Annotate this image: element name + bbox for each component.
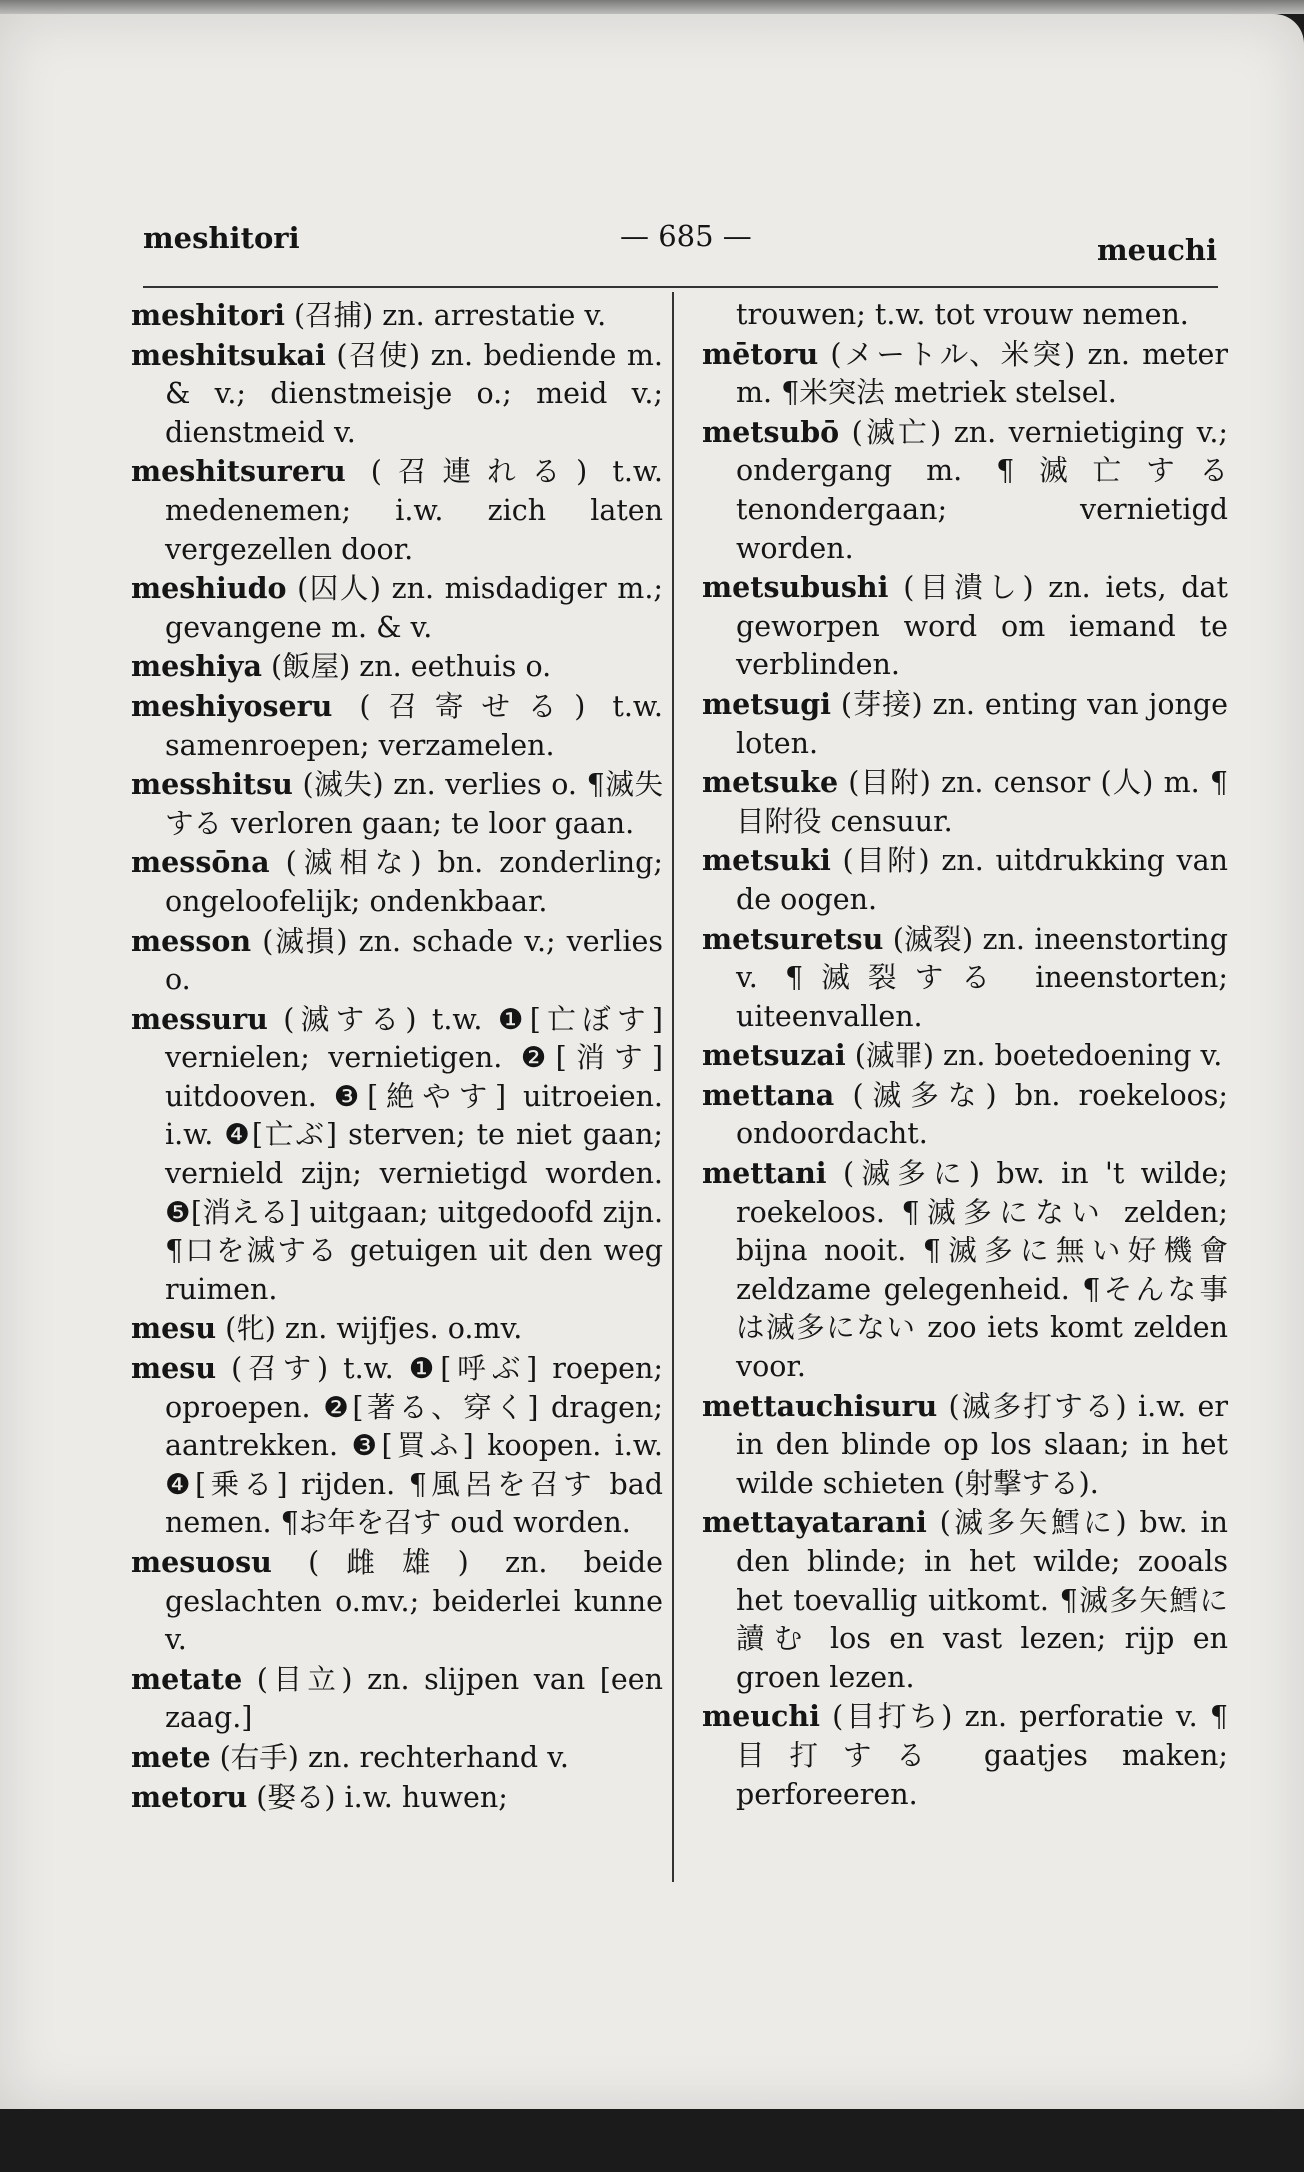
headword: mettani xyxy=(702,1156,827,1191)
dictionary-entry: metsubō (滅亡) zn. vernietiging v.; ondergang m. ¶滅亡する tenondergaan; vernietigd worden. xyxy=(702,414,1228,565)
dictionary-entry: messuru (滅する) t.w. ❶[亡ぼす] vernielen; vernietigen. ❷[消す] uitdooven. ❸[絶やす] uitroeien. i.w. ❹[亡ぶ] sterven; te niet gaan; vernield zijn; vernietigd worden. ❺[消える] uitgaan; uitgedoofd zijn. ¶口を滅する getuigen uit den weg ruimen. xyxy=(131,1001,663,1306)
dictionary-entry: metsugi (芽接) zn. enting van jonge loten. xyxy=(702,686,1228,760)
page-top-edge xyxy=(0,0,1304,14)
headword: meshiyoseru xyxy=(131,688,333,723)
dictionary-entry: meshiudo (囚人) zn. misdadiger m.; gevangene m. & v. xyxy=(131,571,663,644)
headword: meshitori xyxy=(131,298,285,332)
dictionary-entry: meshitori (召捕) zn. arrestatie v. xyxy=(131,298,607,332)
dictionary-entry: metate (目立) zn. slijpen van [een zaag.] xyxy=(131,1661,663,1735)
left-column xyxy=(131,296,663,1817)
headword: metoru xyxy=(131,1779,248,1814)
dictionary-entry: messhitsu (滅失) zn. verlies o. ¶滅失する verloren gaan; te loor gaan. xyxy=(131,767,663,840)
dictionary-entry: meshitsukai (召使) zn. bediende m. & v.; dienstmeisje o.; meid v.; dienstmeid v. xyxy=(131,337,663,449)
right-column xyxy=(702,296,1228,1814)
dictionary-entry: meshiyoseru (召寄せる) t.w. samenroepen; verzamelen. xyxy=(131,688,663,762)
dictionary-entry: metsuke (目附) zn. censor (人) m. ¶目附役 censuur. xyxy=(702,765,1228,838)
headword: metsubō xyxy=(702,414,840,449)
header-rule xyxy=(143,286,1218,288)
dictionary-entry: mesuosu (雌雄) zn. beide geslachten o.mv.; beiderlei kunne v. xyxy=(131,1545,663,1657)
dictionary-entry: mete (右手) zn. rechterhand v. xyxy=(131,1739,569,1774)
dictionary-entry: metsuretsu (滅裂) zn. ineenstorting v. ¶滅裂する ineenstorten; uiteenvallen. xyxy=(702,921,1228,1033)
dictionary-entry: meshiya (飯屋) zn. eethuis o. xyxy=(131,649,552,684)
dictionary-entry: metoru (娶る) i.w. huwen; xyxy=(131,1779,508,1814)
dictionary-entry: metsubushi (目潰し) zn. iets, dat geworpen word om iemand te verblinden. xyxy=(702,570,1228,682)
headword: mesu xyxy=(131,1311,217,1346)
headword: mesu xyxy=(131,1351,217,1386)
headword: metsubushi xyxy=(702,570,889,605)
headword: metate xyxy=(131,1661,243,1696)
headword: messhitsu xyxy=(131,767,293,802)
dictionary-entry: mesu (召す) t.w. ❶[呼ぶ] roepen; oproepen. ❷[著る、穿く] dragen; aantrekken. ❸[買ふ] koopen. i.w. ❹[乗る] rijden. ¶風呂を召す bad nemen. ¶お年を召す oud worden. xyxy=(131,1351,663,1540)
headword: mettana xyxy=(702,1077,835,1112)
dictionary-entry: mettani (滅多に) bw. in 't wilde; roekeloos. ¶滅多にない zelden; bijna nooit. ¶滅多に無い好機會 zeldzame gelegenheid. ¶そんな事は滅多にない zoo iets komt zelden voor. xyxy=(702,1156,1228,1384)
dictionary-entry: meshitsureru (召連れる) t.w. medenemen; i.w. zich laten vergezellen door. xyxy=(131,454,663,566)
headword: messōna xyxy=(131,845,270,880)
headword: metsuzai xyxy=(702,1038,846,1073)
header-first-word: meshitori xyxy=(143,221,300,255)
headword: metsuki xyxy=(702,843,831,878)
header-last-word: meuchi xyxy=(1097,233,1217,267)
headword: metsuke xyxy=(702,765,839,800)
dictionary-entry: mesu (牝) zn. wijfjes. o.mv. xyxy=(131,1311,523,1346)
headword: mesuosu xyxy=(131,1545,272,1579)
headword: metsugi xyxy=(702,686,831,721)
dictionary-entry: meuchi (目打ち) zn. perforatie v. ¶目打する gaatjes maken; perforeeren. xyxy=(702,1699,1228,1811)
entry-continuation: trouwen; t.w. tot vrouw nemen. xyxy=(736,298,1189,331)
dictionary-entry: metsuki (目附) zn. uitdrukking van de oogen. xyxy=(702,843,1228,916)
headword: meuchi xyxy=(702,1699,820,1734)
headword: mētoru xyxy=(702,336,819,371)
dictionary-entry: mettana (滅多な) bn. roekeloos; ondoordacht. xyxy=(702,1077,1228,1151)
headword: messuru xyxy=(131,1001,268,1036)
dictionary-entry: mettauchisuru (滅多打する) i.w. er in den blinde op los slaan; in het wilde schieten (射撃する). xyxy=(702,1388,1228,1500)
headword: meshiya xyxy=(131,649,262,684)
dictionary-entry: mettayatarani (滅多矢鱈に) bw. in den blinde; in het wilde; zooals het toevallig uitkomt. ¶滅多矢鱈に讀む los en vast lezen; rijp en groen lezen. xyxy=(702,1505,1228,1694)
running-header xyxy=(0,215,1304,265)
headword: messon xyxy=(131,923,252,958)
headword: meshitsureru xyxy=(131,454,346,489)
dictionary-entry: mētoru (メートル、米突) zn. meter m. ¶米突法 metriek stelsel. xyxy=(702,336,1228,410)
dictionary-entry: messon (滅損) zn. schade v.; verlies o. xyxy=(131,923,663,997)
page-number: — 685 — xyxy=(620,219,752,253)
headword: meshiudo xyxy=(131,571,287,606)
dictionary-entry: messōna (滅相な) bn. zonderling; ongeloofelijk; ondenkbaar. xyxy=(131,845,663,918)
headword: mete xyxy=(131,1739,211,1774)
column-divider xyxy=(672,292,674,1882)
dictionary-entry: metsuzai (滅罪) zn. boetedoening v. xyxy=(702,1038,1223,1073)
headword: mettayatarani xyxy=(702,1505,927,1540)
headword: meshitsukai xyxy=(131,337,326,372)
headword: metsuretsu xyxy=(702,921,884,956)
headword: mettauchisuru xyxy=(702,1388,938,1423)
